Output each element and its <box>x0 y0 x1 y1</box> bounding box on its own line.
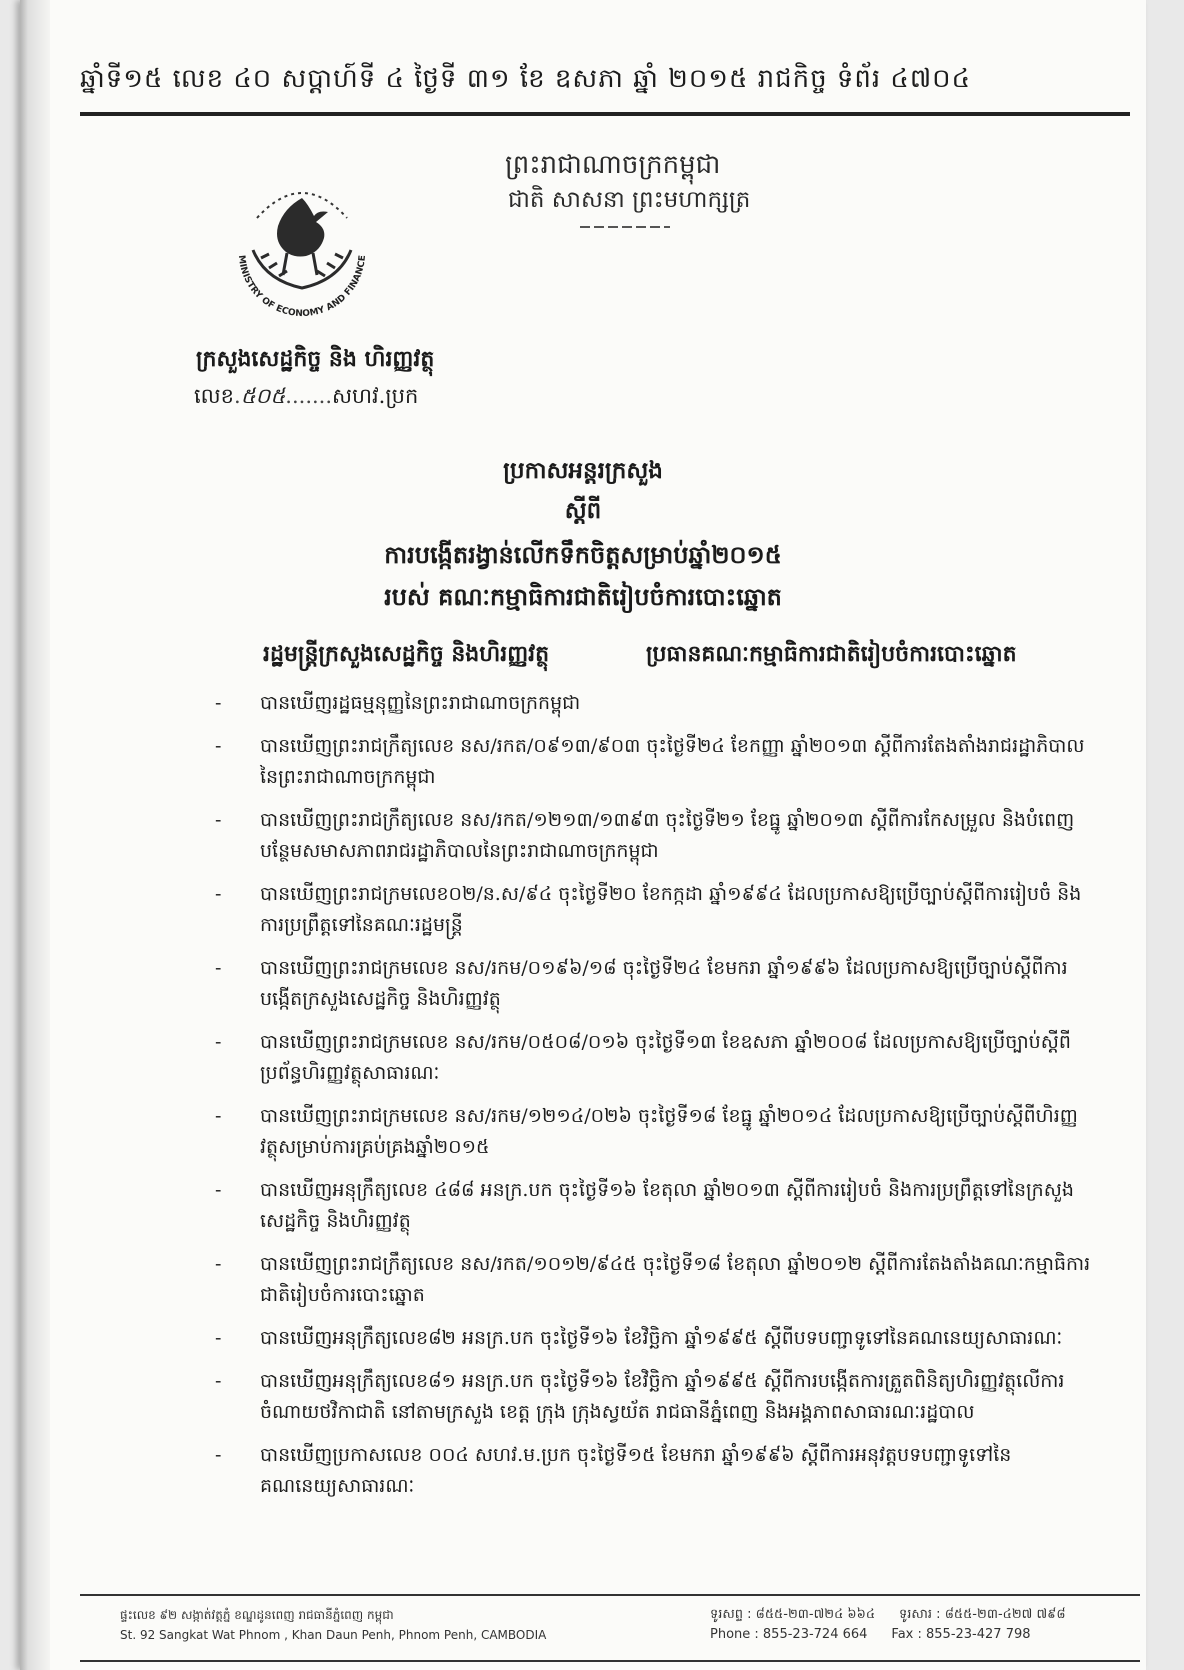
list-item: - បានឃើញព្រះរាជក្រឹត្យលេខ នស/រកត/០៩១៣/៩០៣ ចុះថ្ងៃទី២៤ ខែកញ្ញា ឆ្នាំ២០១៣ ស្តីពីការតែងតាំងរាជរដ្ឋាភិបាលនៃព្រះរាជាណាចក្រកម្ពុជា <box>215 735 1085 788</box>
issuer-left: រដ្ឋមន្ត្រីក្រសួងសេដ្ឋកិច្ច និងហិរញ្ញវត្ថុ <box>263 641 550 667</box>
list-item: - បានឃើញរដ្ឋធម្មនុញ្ញនៃព្រះរាជាណាចក្រកម្ពុជា <box>215 692 581 714</box>
svg-text:MINISTRY OF ECONOMY AND FINANC: MINISTRY OF ECONOMY AND FINANCE <box>235 254 369 320</box>
footer-contact <box>710 1605 1130 1645</box>
kingdom-heading: ព្រះរាជាណាចក្រកម្ពុជា <box>505 150 721 180</box>
address-khmer: ផ្ទះលេខ ៩២ សង្កាត់វត្តភ្នំ ខណ្ឌដូនពេញ រាជធានីភ្នំពេញ កម្ពុជា <box>120 1608 394 1622</box>
ref-label: លេខ <box>194 384 234 408</box>
doc-subject-owner: របស់ គណៈកម្មាធិការជាតិរៀបចំការបោះឆ្នោត <box>384 582 782 611</box>
gazette-header: ឆ្នាំទី១៥ លេខ ៤០ សប្តាហ៍ទី ៤ ថ្ងៃទី ៣១ ខែ ឧសភា ឆ្នាំ ២០១៥ រាជកិច្ច ទំព័រ ៤៧០៤ <box>80 64 971 94</box>
list-item: - បានឃើញព្រះរាជក្រឹត្យលេខ នស/រកត/១០១២/៩៤៥ ចុះថ្ងៃទី១៨ ខែតុលា ឆ្នាំ២០១២ ស្តីពីការតែងតាំងគណៈកម្មាធិការជាតិរៀបចំការបោះឆ្នោត <box>215 1253 1091 1306</box>
list-item: - បានឃើញអនុក្រឹត្យលេខ ៤៨៨ អនក្រ.បក ចុះថ្ងៃទី១៦ ខែតុលា ឆ្នាំ២០១៣ ស្តីពីការរៀបចំ និងការប្រព្រឹត្តទៅនៃក្រសួងសេដ្ឋកិច្ច និងហិរញ្ញវត្ថុ <box>215 1179 1074 1232</box>
issuer-right: ប្រធានគណៈកម្មាធិការជាតិរៀបចំការបោះឆ្នោត <box>646 641 1017 667</box>
list-item: - បានឃើញអនុក្រឹត្យលេខ៨២ អនក្រ.បក ចុះថ្ងៃទី១៦ ខែវិច្ឆិកា ឆ្នាំ១៩៩៥ ស្តីពីបទបញ្ជាទូទៅនៃគណនេយ្យសាធារណៈ <box>215 1327 1063 1349</box>
document-page <box>20 0 1146 1670</box>
list-item: - បានឃើញព្រះរាជក្រឹត្យលេខ នស/រកត/១២១៣/១៣៩៣ ចុះថ្ងៃទី២១ ខែធ្នូ ឆ្នាំ២០១៣ ស្តីពីការកែសម្រួល និងបំពេញបន្ថែមសមាសភាពរាជរដ្ឋាភិបាលនៃព្រះរាជាណាចក្រកម្ពុជា <box>215 809 1075 862</box>
ref-number-handwritten: ៥០៥ <box>240 384 286 408</box>
list-item: - បានឃើញព្រះរាជក្រមលេខ០២/ន.ស/៩៤ ចុះថ្ងៃទី២០ ខែកក្កដា ឆ្នាំ១៩៩៤ ដែលប្រកាសឱ្យប្រើច្បាប់ស្តីពីការរៀបចំ និងការប្រព្រឹត្តទៅនៃគណៈរដ្ឋមន្ត្រី <box>215 883 1082 936</box>
doc-subject-title: ការបង្កើតរង្វាន់លើកទឹកចិត្តសម្រាប់ឆ្នាំ២០១៥ <box>384 540 782 569</box>
header-divider <box>80 112 1130 116</box>
national-motto: ជាតិ សាសនា ព្រះមហាក្សត្រ <box>508 187 751 213</box>
footer-address <box>120 1605 640 1645</box>
fax-khmer: ទូរសារ : ៨៥៥-២៣-៤២៧ ៧៩៨ <box>899 1607 1066 1622</box>
ministry-seal-logo <box>217 158 387 328</box>
ref-suffix: សហវ.ប្រក <box>332 384 419 408</box>
phone-khmer: ទូរសព្ទ : ៨៥៥-២៣-៧២៤ ៦៦៤ <box>710 1607 876 1622</box>
address-english: St. 92 Sangkat Wat Phnom , Khan Daun Penh, Phnom Penh, CAMBODIA <box>120 1628 547 1642</box>
scan-edge-shadow <box>20 0 50 1670</box>
list-item: - បានឃើញព្រះរាជក្រមលេខ នស/រកម/០៥០៨/០១៦ ចុះថ្ងៃទី១៣ ខែឧសភា ឆ្នាំ២០០៨ ដែលប្រកាសឱ្យប្រើច្បាប់ស្តីពីប្រព័ន្ធហិរញ្ញវត្ថុសាធារណៈ <box>215 1031 1071 1084</box>
footer-divider <box>80 1594 1140 1596</box>
phone-english: Phone : 855-23-724 664 <box>710 1627 868 1642</box>
list-item: - បានឃើញព្រះរាជក្រមលេខ នស/រកម/១២១៤/០២៦ ចុះថ្ងៃទី១៨ ខែធ្នូ ឆ្នាំ២០១៤ ដែលប្រកាសឱ្យប្រើច្បាប់ស្តីពីហិរញ្ញវត្ថុសម្រាប់ការគ្រប់គ្រងឆ្នាំ២០១៥ <box>215 1105 1078 1158</box>
doc-type-title: ប្រកាសអន្តរក្រសួង <box>503 457 663 484</box>
list-item: - បានឃើញព្រះរាជក្រមលេខ នស/រកម/០១៩៦/១៨ ចុះថ្ងៃទី២៤ ខែមករា ឆ្នាំ១៩៩៦ ដែលប្រកាសឱ្យប្រើច្បាប់ស្តីពីការបង្កើតក្រសួងសេដ្ឋកិច្ច និងហិរញ្ញវត្ថុ <box>215 957 1068 1010</box>
fax-english: Fax : 855-23-427 798 <box>891 1627 1031 1642</box>
motto-ornament <box>580 226 670 228</box>
reference-number-line: លេខ.៥០៥.......សហវ.ប្រក <box>194 384 419 408</box>
doc-about-label: ស្តីពី <box>564 497 602 524</box>
footer-bottom-line <box>80 1660 1140 1662</box>
considerations-list <box>215 688 1095 1514</box>
list-item: - បានឃើញអនុក្រឹត្យលេខ៨១ អនក្រ.បក ចុះថ្ងៃទី១៦ ខែវិច្ឆិកា ឆ្នាំ១៩៩៥ ស្តីពីការបង្កើតការត្រួតពិនិត្យហិរញ្ញវត្ថុលើការចំណាយថវិកាជាតិ នៅតាមក្រសួង ខេត្ត ក្រុង ក្រុងស្វយ័ត រាជធានីភ្នំពេញ និងអង្គភាពសាធារណៈរដ្ឋបាល <box>215 1370 1065 1423</box>
ministry-name: ក្រសួងសេដ្ឋកិច្ច និង ហិរញ្ញវត្ថុ <box>196 346 435 372</box>
list-item: - បានឃើញប្រកាសលេខ ០០៤ សហវ.ម.ប្រក ចុះថ្ងៃទី១៥ ខែមករា ឆ្នាំ១៩៩៦ ស្តីពីការអនុវត្តបទបញ្ជាទូទៅនៃគណនេយ្យសាធារណៈ <box>215 1444 1012 1497</box>
